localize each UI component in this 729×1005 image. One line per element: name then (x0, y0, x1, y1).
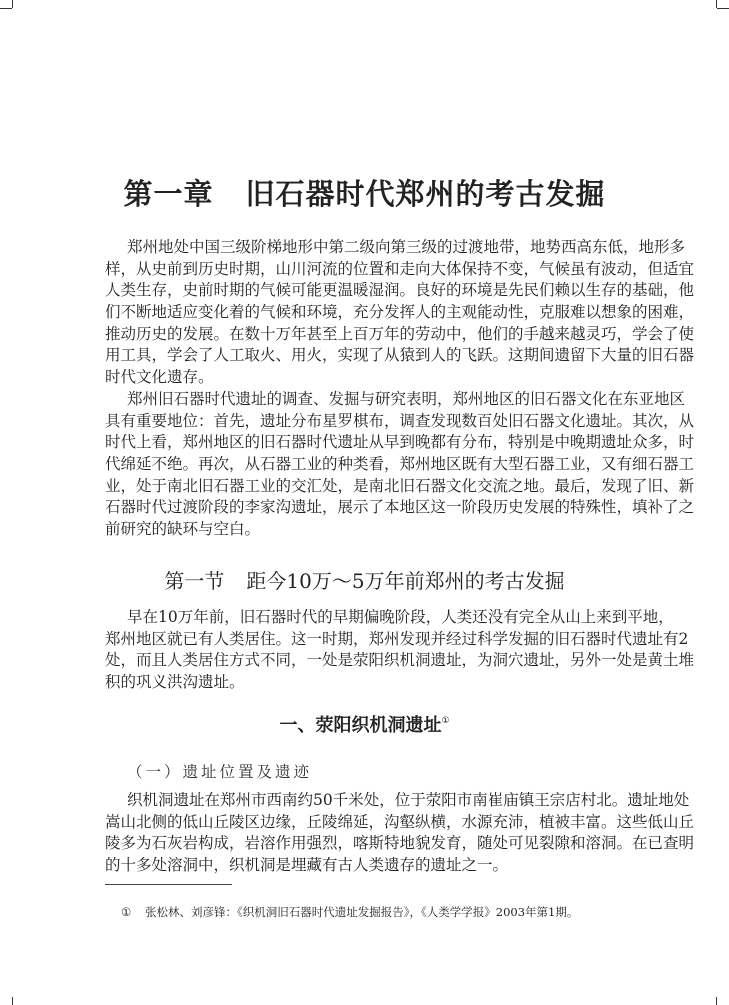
intro-paragraph-1 (105, 237, 695, 389)
chapter-title (0, 172, 729, 213)
crop-mark-top-right-h (717, 8, 729, 9)
text-line: 时代文化遗存。 (105, 368, 214, 387)
subsection-paragraph (105, 790, 695, 877)
intro-paragraph-2 (105, 389, 695, 541)
text-line: 推动历史的发展。在数十万年甚至上百万年的劳动中，他们的手越来越灵巧，学会了使 (105, 324, 695, 343)
subsection-title (0, 711, 729, 737)
text-line: 代绵延不绝。再次，从石器工业的种类看，郑州地区既有大型石器工业，又有细石器工 (105, 455, 695, 474)
text-line: 积的巩义洪沟遗址。 (105, 673, 245, 692)
footnote-marker: ① (121, 905, 132, 919)
text-line: 嵩山北侧的低山丘陵区边缘，丘陵绵延，沟壑纵横，水源充沛，植被丰富。这些低山丘 (105, 812, 695, 831)
chapter-label: 第一章 (123, 177, 214, 211)
text-line: 们不断地适应变化着的气候和环境，充分发挥人的主观能动性，克服难以想象的困难， (105, 303, 695, 322)
footnote-reference[interactable]: ① (441, 716, 450, 726)
crop-mark-bottom-left-v (12, 997, 13, 1005)
section-title-text: 距今10万～5万年前郑州的考古发掘 (246, 569, 565, 593)
text-line: 陵多为石灰岩构成，岩溶作用强烈，喀斯特地貌发育，随处可见裂隙和溶洞。在已查明 (105, 834, 695, 853)
crop-mark-top-left-v (12, 0, 13, 8)
text-line: 时代上看，郑州地区的旧石器时代遗址从早到晚都有分布，特别是中晚期遗址众多，时 (105, 433, 695, 452)
crop-mark-bottom-right-v (716, 997, 717, 1005)
text-line: 郑州旧石器时代遗址的调查、发掘与研究表明，郑州地区的旧石器文化在东亚地区 (127, 390, 686, 408)
section-paragraph (105, 607, 695, 694)
text-line: 石器时代过渡阶段的李家沟遗址，展示了本地区这一阶段历史发展的特殊性，填补了之 (105, 498, 695, 517)
text-line: 用工具，学会了人工取火、用火，实现了从猿到人的飞跃。这期间遗留下大量的旧石器 (105, 346, 695, 365)
crop-mark-top-right-v (716, 0, 717, 8)
text-line: 的十多处溶洞中，织机洞是埋藏有古人类遗存的遗址之一。 (105, 856, 509, 875)
chapter-title-text: 旧石器时代郑州的考古发掘 (245, 177, 606, 211)
crop-mark-top-left-h (0, 8, 12, 9)
subsection-title-text: 一、荥阳织机洞遗址 (279, 715, 442, 736)
sub-subsection-title: （一）遗址位置及遗迹 (127, 763, 313, 781)
footnote-divider (105, 884, 232, 885)
text-line: 具有重要地位：首先，遗址分布星罗棋布，调查发现数百处旧石器文化遗址。其次，从 (105, 411, 695, 430)
section-title (0, 565, 729, 594)
text-line: 样，从史前到历史时期，山川河流的位置和走向大体保持不变，气候虽有波动，但适宜 (105, 259, 695, 278)
footnote-text: 张松林、刘彦锋：《织机洞旧石器时代遗址发掘报告》，《人类学学报》2003年第1期。 (145, 905, 579, 919)
text-line: 早在10万年前，旧石器时代的早期偏晚阶段，人类还没有完全从山上来到平地， (127, 608, 674, 626)
section-label: 第一节 (164, 569, 225, 593)
text-line: 前研究的缺环与空白。 (105, 520, 261, 539)
text-line: 人类生存，史前时期的气候可能更温暖湿润。良好的环境是先民们赖以生存的基础，他 (105, 281, 695, 300)
text-line: 织机洞遗址在郑州市西南约50千米处，位于荥阳市南崔庙镇王宗店村北。遗址地处 (127, 791, 690, 809)
footnote (121, 904, 578, 920)
text-line: 处，而且人类居住方式不同，一处是荥阳织机洞遗址，为洞穴遗址，另外一处是黄土堆 (105, 651, 695, 670)
text-line: 郑州地处中国三级阶梯地形中第二级向第三级的过渡地带，地势西高东低，地形多 (127, 238, 686, 256)
text-line: 郑州地区就已有人类居住。这一时期，郑州发现并经过科学发掘的旧石器时代遗址有2 (105, 629, 689, 648)
text-line: 业，处于南北旧石器工业的交汇处，是南北旧石器文化交流之地。最后，发现了旧、新 (105, 476, 695, 495)
